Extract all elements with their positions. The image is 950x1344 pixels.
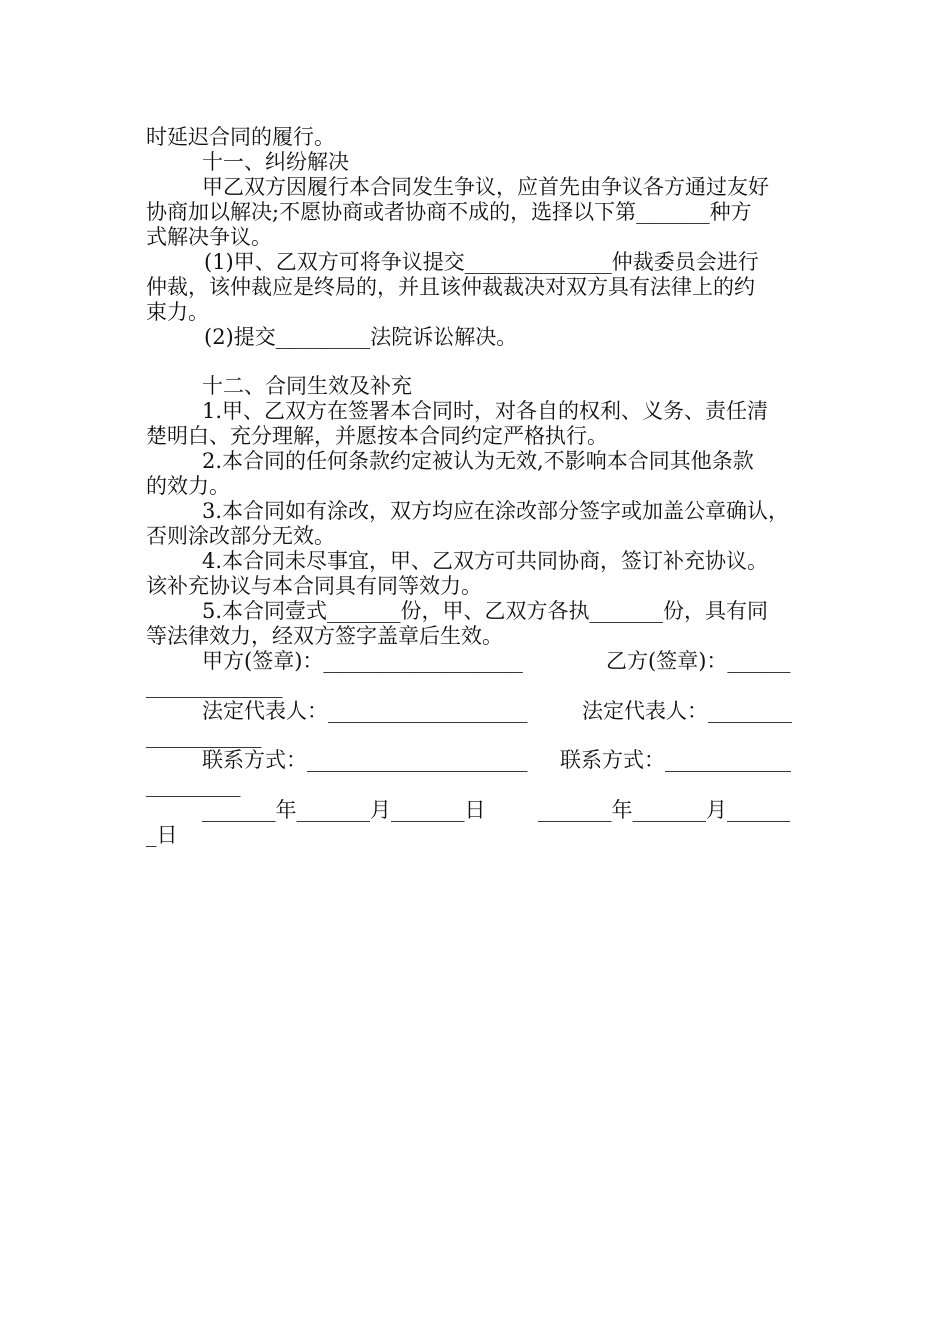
- text-line: 楚明白、充分理解，并愿按本合同约定严格执行。: [146, 424, 608, 448]
- text-line: 束力。: [146, 300, 209, 324]
- text-line: 4.本合同未尽事宜，甲、乙双方可共同协商，签订补充协议。: [202, 549, 769, 573]
- date-party-b: _______年_______月______: [538, 798, 790, 822]
- text-line: 2.本合同的任何条款约定被认为无效,不影响本合同其他条款: [202, 449, 754, 473]
- legal-rep-party-b: 法定代表人：________: [582, 699, 792, 723]
- text-line: 式解决争议。: [146, 225, 272, 249]
- text-line: 仲裁，该仲裁应是终局的，并且该仲裁裁决对双方具有法律上的约: [146, 275, 755, 299]
- date-party-a: _______年_______月_______日: [202, 798, 486, 822]
- date-party-b-continued: _日: [146, 823, 178, 847]
- section-heading-dispute: 十一、纠纷解决: [202, 150, 349, 174]
- contact-party-b: 联系方式：____________: [560, 748, 791, 772]
- text-line: (2)提交_________法院诉讼解决。: [204, 325, 518, 349]
- text-line: 协商加以解决;不愿协商或者协商不成的，选择以下第_______种方: [146, 200, 752, 224]
- text-line: 3.本合同如有涂改，双方均应在涂改部分签字或加盖公章确认，: [202, 499, 790, 523]
- signature-party-a: 甲方(签章)：___________________: [202, 649, 523, 673]
- text-line: 等法律效力，经双方签字盖章后生效。: [146, 624, 503, 648]
- legal-rep-party-b-continued: ___________: [146, 724, 262, 748]
- signature-party-b: 乙方(签章)：______: [606, 649, 791, 673]
- text-line: 甲乙双方因履行本合同发生争议，应首先由争议各方通过友好: [202, 175, 769, 199]
- section-heading-effect: 十二、合同生效及补充: [202, 374, 412, 398]
- contact-party-a: 联系方式：_____________________: [202, 748, 528, 772]
- text-line: 的效力。: [146, 474, 230, 498]
- text-line: 该补充协议与本合同具有同等效力。: [146, 574, 482, 598]
- contact-party-b-continued: _________: [146, 773, 241, 797]
- text-line: 否则涂改部分无效。: [146, 524, 335, 548]
- text-line: 1.甲、乙双方在签署本合同时，对各自的权利、义务、责任清: [202, 399, 769, 423]
- text-line: (1)甲、乙双方可将争议提交______________仲裁委员会进行: [204, 250, 759, 274]
- signature-party-b-continued: _____________: [146, 674, 283, 698]
- legal-rep-party-a: 法定代表人：___________________: [202, 699, 528, 723]
- text-line: 时延迟合同的履行。: [146, 125, 335, 149]
- text-line: 5.本合同壹式_______份，甲、乙双方各执_______份，具有同: [202, 599, 769, 623]
